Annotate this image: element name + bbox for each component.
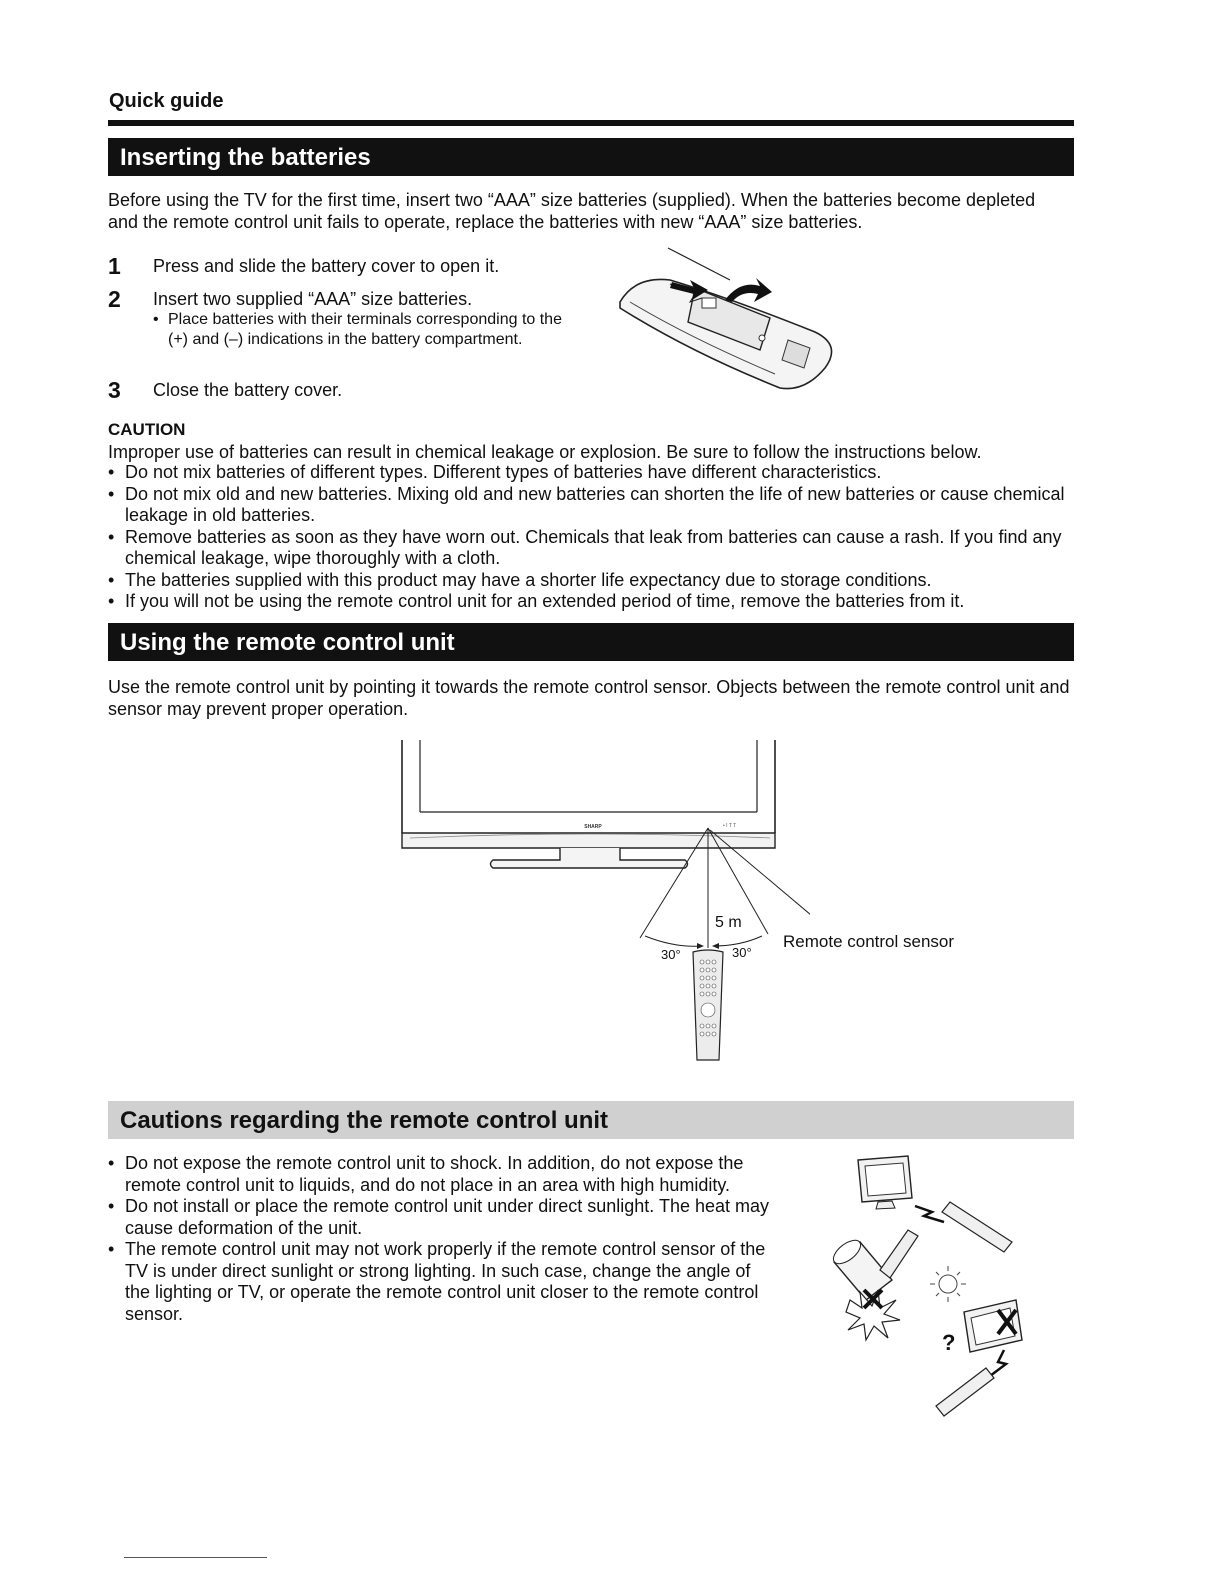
header-rule (108, 120, 1074, 126)
remote-control-icon (693, 950, 723, 1060)
step-1-text: Press and slide the battery cover to open it. (153, 256, 500, 276)
sun-icon (930, 1266, 966, 1302)
list-item: • Remove batteries as soon as they have worn out. Chemicals that leak from batteries can cause a rash. If you find any chemical leakage, wipe thoroughly with a cloth. (108, 527, 1108, 570)
remote-control-icon (936, 1368, 994, 1416)
caution-list (108, 462, 1108, 613)
caution-intro: Improper use of batteries can result in chemical leakage or explosion. Be sure to follow the instructions below. (108, 442, 982, 462)
remote-control-icon (880, 1230, 918, 1278)
angle-left-label: 30° (661, 947, 681, 962)
step-2-text: Insert two supplied “AAA” size batteries. (153, 289, 473, 309)
remote-intro: Use the remote control unit by pointing it towards the remote control sensor. Objects between the remote control unit and sensor may prevent proper operation. (108, 677, 1070, 719)
bullet-mark: • (153, 311, 159, 328)
list-item: • Do not mix batteries of different types. Different types of batteries have different characteristics. (108, 462, 1108, 484)
section-title-inserting-batteries: Inserting the batteries (108, 138, 1074, 176)
step-3-text: Close the battery cover. (153, 380, 343, 400)
remote-control-icon (942, 1202, 1012, 1252)
remote-range-diagram (390, 738, 810, 1068)
step-1-number: 1 (108, 253, 121, 279)
list-item: • Do not expose the remote control unit to shock. In addition, do not expose the remote control unit to liquids, and do not place in an area with high humidity. (108, 1153, 773, 1196)
distance-label: 5 m (715, 914, 742, 931)
step-3-number: 3 (108, 377, 121, 403)
remote-cautions-illustration (820, 1150, 1040, 1430)
tv-icon (858, 1156, 912, 1209)
list-item: • The remote control unit may not work properly if the remote control sensor of the TV is under direct sunlight or strong lighting. In such case, change the angle of the lighting or TV, or operate the remote control unit closer to the remote control sensor. (108, 1239, 773, 1325)
section-title-remote-cautions: Cautions regarding the remote control unit (108, 1101, 1074, 1139)
step-2-sub-bullet (153, 310, 563, 350)
list-item: • The batteries supplied with this product may have a shorter life expectancy due to storage conditions. (108, 570, 1108, 592)
step-2-sub-bullet-text: Place batteries with their terminals corresponding to the (+) and (–) indications in the battery compartment. (168, 311, 562, 348)
remote-cautions-list (108, 1153, 773, 1325)
section-title-using-remote: Using the remote control unit (108, 623, 1074, 661)
tv-brand-logo: SHARP (584, 824, 602, 830)
angle-right-label: 30° (732, 945, 752, 960)
running-head: Quick guide (109, 90, 224, 112)
question-mark-icon: ? (942, 1330, 956, 1355)
list-item: • If you will not be using the remote control unit for an extended period of time, remove the batteries from it. (108, 591, 1108, 613)
sensor-label: Remote control sensor (783, 932, 955, 951)
battery-cover-illustration (610, 240, 850, 400)
tv-icon (964, 1300, 1022, 1352)
batteries-intro: Before using the TV for the first time, insert two “AAA” size batteries (supplied). When the batteries become depleted and the remote control unit fails to operate, replace the batteries with new “AAA” size batteries. (108, 190, 1036, 232)
tv-indicator-lights: • I T T (723, 823, 737, 829)
list-item: • Do not mix old and new batteries. Mixing old and new batteries can shorten the life of new batteries or cause chemical leakage in old batteries. (108, 484, 1108, 527)
footer-link-line (124, 1557, 267, 1558)
caution-heading: CAUTION (108, 420, 186, 439)
step-2-number: 2 (108, 286, 121, 312)
list-item: • Do not install or place the remote control unit under direct sunlight. The heat may cause deformation of the unit. (108, 1196, 773, 1239)
